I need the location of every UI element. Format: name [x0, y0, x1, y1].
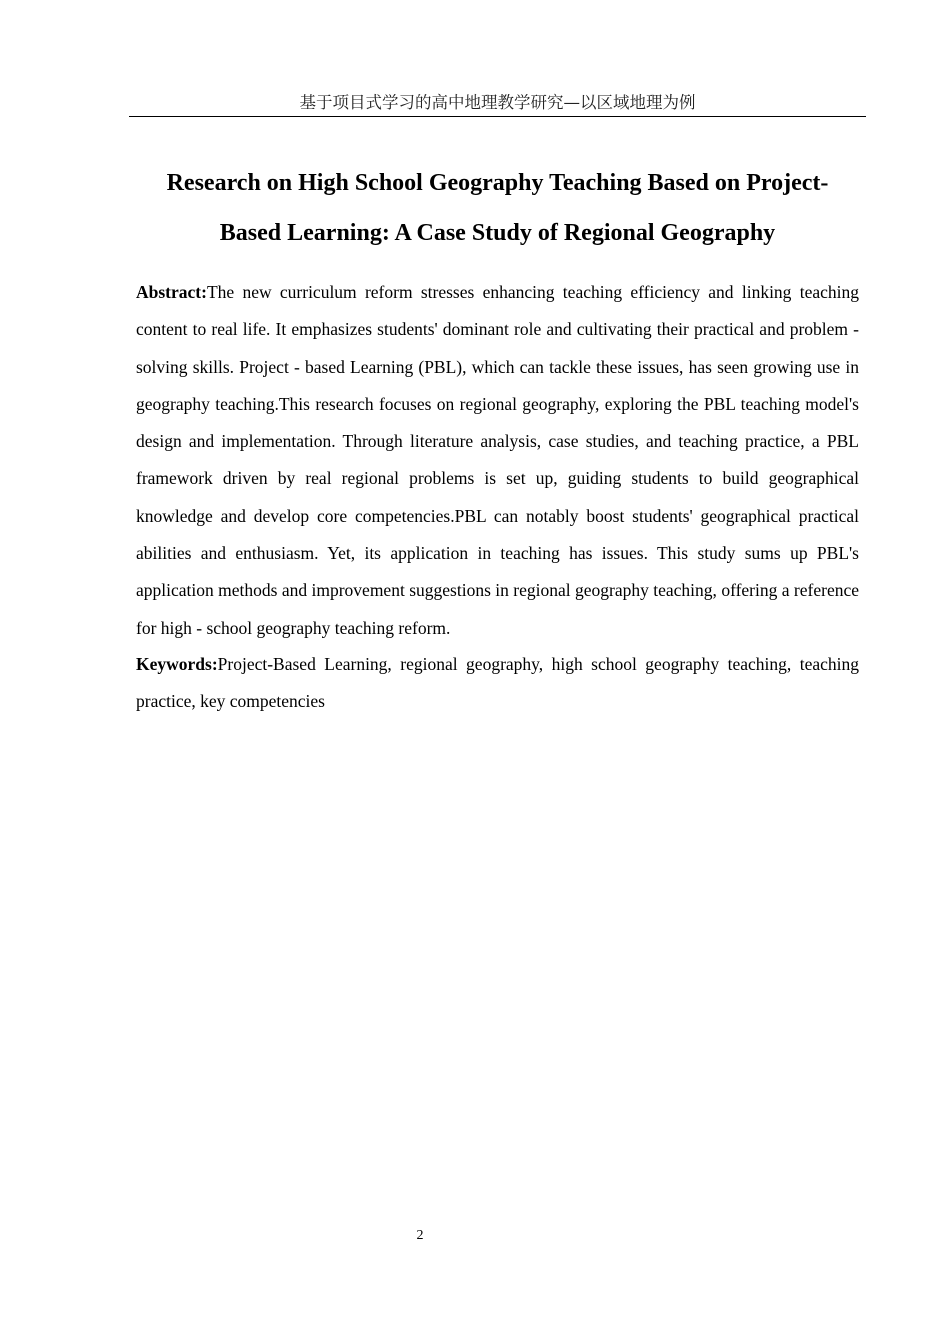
- page-number: 2: [416, 1228, 424, 1243]
- keywords-paragraph: [136, 646, 859, 721]
- abstract-paragraph: [136, 274, 859, 647]
- abstract-label: Abstract:: [136, 282, 207, 302]
- keywords-label: Keywords:: [136, 654, 218, 674]
- running-header: 基于项目式学习的高中地理教学研究—以区域地理为例: [129, 92, 866, 117]
- keywords-text: Project-Based Learning, regional geography, high school geography teaching, teaching practice, key competencies: [136, 654, 859, 712]
- paper-title: [136, 158, 859, 258]
- paper-title-line-1: Research on High School Geography Teaching Based on Project-: [166, 170, 829, 196]
- abstract-text: The new curriculum reform stresses enhancing teaching efficiency and linking teaching content to real life. It emphasizes students' dominant role and cultivating their practical and problem - solving skills. Project - based Learning (PBL), which can tackle these issues, has seen growing use in geography teaching.This research focuses on regional geography, exploring the PBL teaching model's design and implementation. Through literature analysis, case studies, and teaching practice, a PBL framework driven by real regional problems is set up, guiding students to build geographical knowledge and develop core competencies.PBL can notably boost students' geographical practical abilities and enthusiasm. Yet, its application in teaching has issues. This study sums up PBL's application methods and improvement suggestions in regional geography teaching, offering a reference for high - school geography teaching reform.: [136, 282, 859, 638]
- paper-title-line-2: Based Learning: A Case Study of Regional Geography: [219, 220, 776, 246]
